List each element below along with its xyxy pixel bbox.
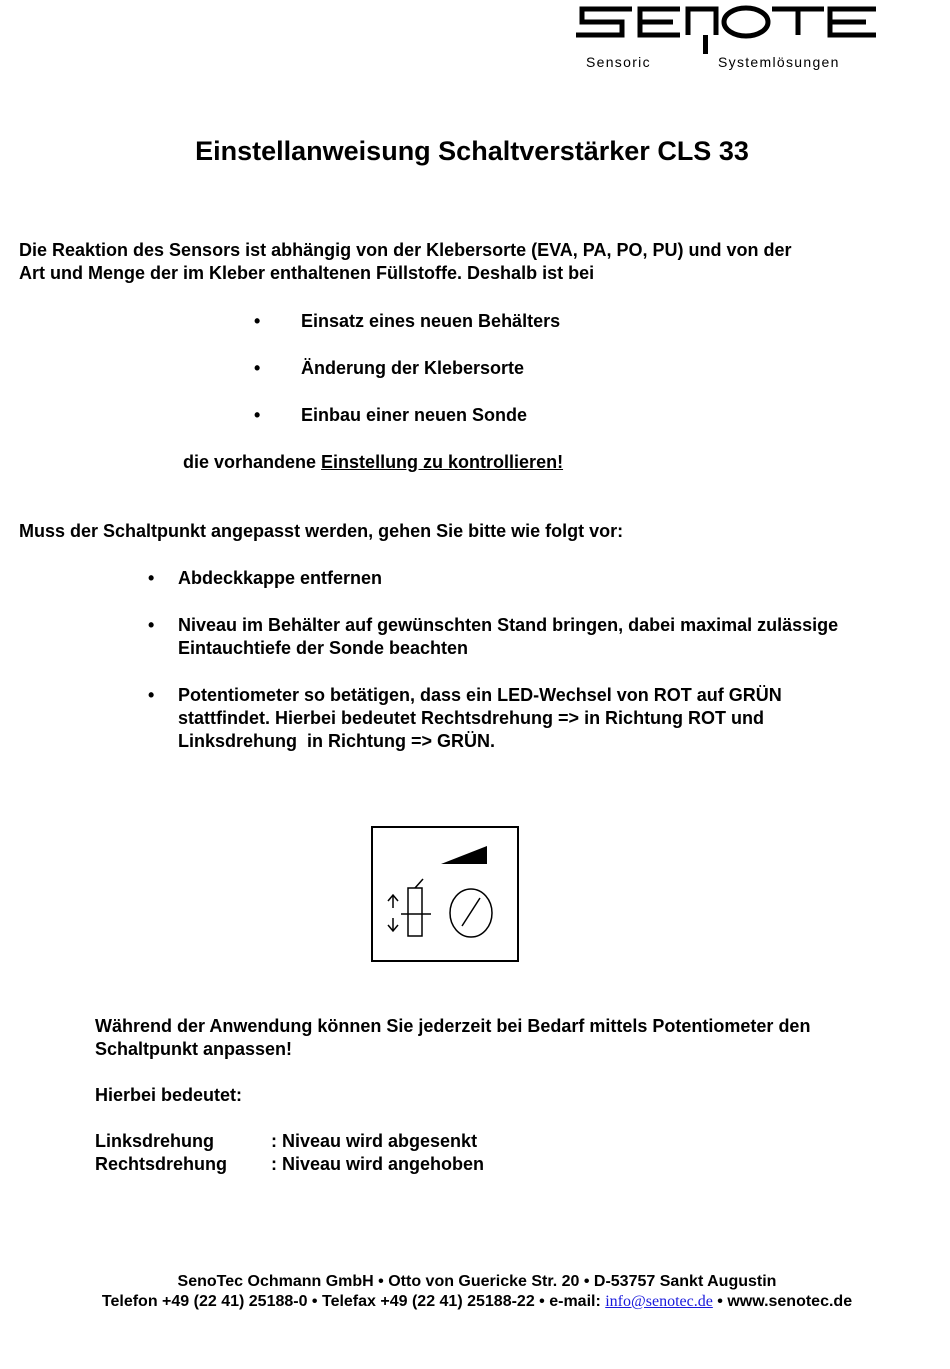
bullet-icon: • <box>254 405 261 425</box>
email-link[interactable]: info@senotec.de <box>605 1293 713 1310</box>
condition-text: Änderung der Klebersorte <box>301 358 525 378</box>
usage-line-2: Schaltpunkt anpassen! <box>95 1039 293 1059</box>
step-line: stattfindet. Hierbei bedeutet Rechtsdrehung => in Richtung ROT und <box>178 708 765 728</box>
conclusion-emphasis: Einstellung zu kontrollieren! <box>321 452 564 472</box>
list-item <box>148 567 938 590</box>
bullet-icon: • <box>254 311 261 331</box>
step-line: Potentiometer so betätigen, dass ein LED-Wechsel von ROT auf GRÜN <box>178 685 782 705</box>
bullet-icon: • <box>148 568 155 588</box>
intro-paragraph <box>19 239 939 285</box>
list-item <box>148 614 938 660</box>
list-item <box>148 684 938 753</box>
usage-paragraph <box>95 1015 935 1061</box>
page-title: Einstellanweisung Schaltverstärker CLS 33 <box>195 136 749 166</box>
footer-website: • www.senotec.de <box>712 1293 853 1310</box>
meaning-desc: : Niveau wird abgesenkt <box>271 1131 478 1151</box>
procedure-intro: Muss der Schaltpunkt angepasst werden, gehen Sie bitte wie folgt vor: <box>19 521 624 541</box>
intro-line-1: Die Reaktion des Sensors ist abhängig von der Klebersorte (EVA, PA, PO, PU) und von der <box>19 240 792 260</box>
bullet-icon: • <box>148 685 155 705</box>
meaning-desc: : Niveau wird angehoben <box>271 1154 485 1174</box>
conclusion-prefix: die vorhandene <box>183 452 322 472</box>
logo-left-text: Sensoric <box>586 54 651 70</box>
meaning-term: Linksdrehung <box>95 1131 215 1151</box>
senotec-logo <box>576 4 894 70</box>
condition-text: Einsatz eines neuen Behälters <box>301 311 561 331</box>
meaning-term: Rechtsdrehung <box>95 1154 228 1174</box>
usage-line-1: Während der Anwendung können Sie jederzeit bei Bedarf mittels Potentiometer den <box>95 1016 811 1036</box>
bullet-icon: • <box>148 615 155 635</box>
step-line: Abdeckkappe entfernen <box>178 568 383 588</box>
step-line: Eintauchtiefe der Sonde beachten <box>178 638 469 658</box>
condition-text: Einbau einer neuen Sonde <box>301 405 528 425</box>
senotec-wordmark-icon <box>576 4 894 54</box>
step-line: Linksdrehung in Richtung => GRÜN. <box>178 731 496 751</box>
bullet-icon: • <box>254 358 261 378</box>
meaning-label: Hierbei bedeutet: <box>95 1085 243 1105</box>
footer-contact <box>0 1292 950 1312</box>
footer-address: SenoTec Ochmann GmbH • Otto von Guericke Str. 20 • D-53757 Sankt Augustin <box>177 1273 777 1290</box>
footer-phone-fax: Telefon +49 (22 41) 25188-0 • Telefax +49 (22 41) 25188-22 • e-mail: <box>101 1293 606 1310</box>
conclusion-line <box>183 451 563 474</box>
intro-line-2: Art und Menge der im Kleber enthaltenen Füllstoffe. Deshalb ist bei <box>19 263 595 283</box>
potentiometer-adjustment-icon <box>371 826 519 962</box>
step-line: Niveau im Behälter auf gewünschten Stand bringen, dabei maximal zulässige <box>178 615 839 635</box>
logo-right-text: Systemlösungen <box>718 54 840 70</box>
